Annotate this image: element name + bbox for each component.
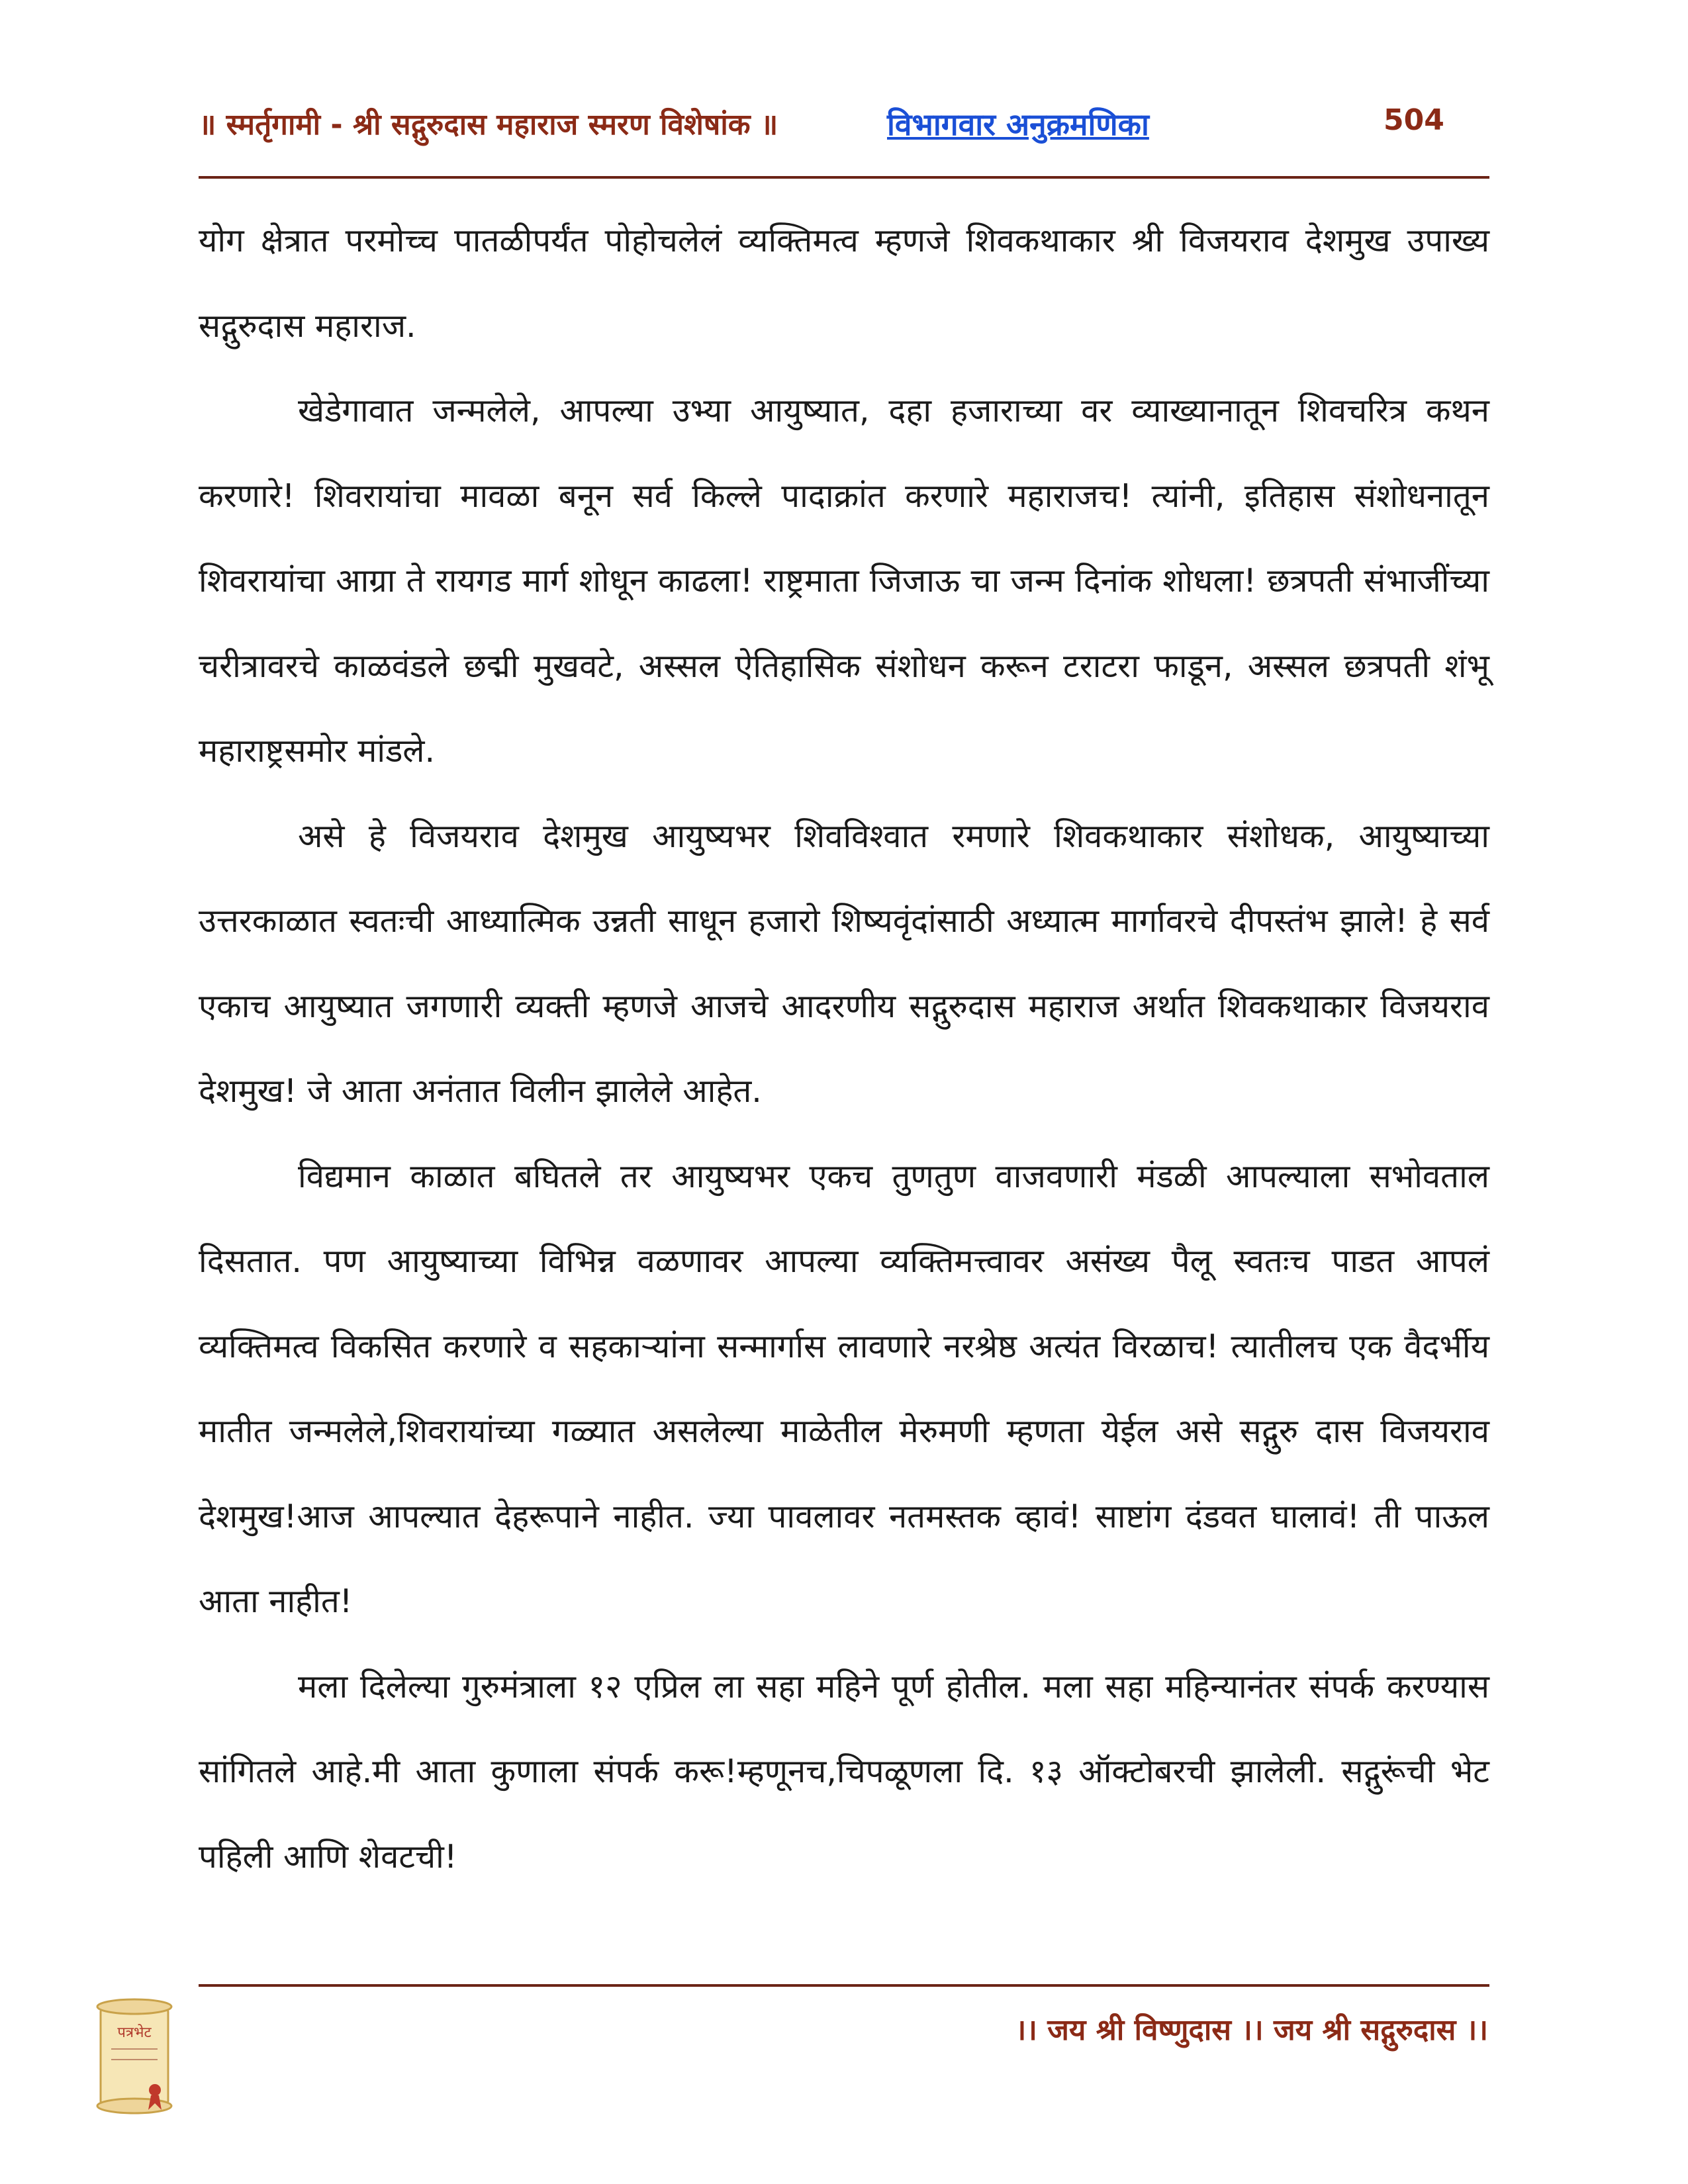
logo-text: पत्रभेट [117,2025,152,2041]
paragraph-5: मला दिलेल्या गुरुमंत्राला १२ एप्रिल ला सहा महिने पूर्ण होतील. मला सहा महिन्यानंतर संपर्क करण्यास सांगितले आहे.मी आता कुणाला संपर्क करू!म्हणूनच,चिपळूणला दि. १३ ऑक्टोबरची झालेली. सद्गुरूंची भेट पहिली आणि शेवटची! [199,1667,1489,1876]
index-link[interactable]: विभागवार अनुक्रमणिका [887,107,1149,142]
paragraph-1: योग क्षेत्रात परमोच्च पातळीपर्यंत पोहोचलेलं व्यक्तिमत्व म्हणजे शिवकथाकार श्री विजयराव देशमुख उपाख्य सद्गुरुदास महाराज. [199,222,1489,345]
header-divider [199,176,1489,179]
page-header [199,98,1489,151]
footer-salutation: ।। जय श्री विष्णुदास ।। जय श्री सद्गुरुदास ।। [1015,2013,1488,2047]
article-body [199,199,1489,1899]
scroll-icon [91,1997,177,2123]
paragraph-3: असे हे विजयराव देशमुख आयुष्यभर शिवविश्वात रमणारे शिवकथाकार संशोधक, आयुष्याच्या उत्तरकाळात स्वतःची आध्यात्मिक उन्नती साधून हजारो शिष्यवृंदांसाठी अध्यात्म मार्गावरचे दीपस्तंभ झाले! हे सर्व एकाच आयुष्यात जगणारी व्यक्ती म्हणजे आजचे आदरणीय सद्गुरुदास महाराज अर्थात शिवकथाकार विजयराव देशमुख! जे आता अनंतात विलीन झालेले आहेत. [199,817,1489,1110]
page-number: 504 [1383,103,1444,137]
magazine-title: ॥ स्मर्तृगामी - श्री सद्गुरुदास महाराज स्मरण विशेषांक ॥ [199,108,778,142]
footer-divider [199,1984,1489,1987]
paragraph-2: खेडेगावात जन्मलेले, आपल्या उभ्या आयुष्यात, दहा हजाराच्या वर व्याख्यानातून शिवचरित्र कथन करणारे! शिवरायांचा मावळा बनून सर्व किल्ले पादाक्रांत करणारे महाराजच! त्यांनी, इतिहास संशोधनातून शिवरायांचा आग्रा ते रायगड मार्ग शोधून काढला! राष्ट्रमाता जिजाऊ चा जन्म दिनांक शोधला! छत्रपती संभाजींच्या चरीत्रावरचे काळवंडले छद्मी मुखवटे, अस्सल ऐतिहासिक संशोधन करून टराटरा फाडून, अस्सल छत्रपती शंभू महाराष्ट्रसमोर मांडले. [199,392,1489,770]
paragraph-4: विद्यमान काळात बघितले तर आयुष्यभर एकच तुणतुण वाजवणारी मंडळी आपल्याला सभोवताल दिसतात. पण आयुष्याच्या विभिन्न वळणावर आपल्या व्यक्तिमत्त्वावर असंख्य पैलू स्वतःच पाडत आपलं व्यक्तिमत्व विकसित करणारे व सहकाऱ्यांना सन्मार्गास लावणारे नरश्रेष्ठ अत्यंत विरळाच! त्यातीलच एक वैदर्भीय मातीत जन्मलेले,शिवरायांच्या गळ्यात असलेल्या माळेतील मेरुमणी म्हणता येईल असे सद्गुरु दास विजयराव देशमुख!आज आपल्यात देहरूपाने नाहीत. ज्या पावलावर नतमस्तक व्हावं! साष्टांग दंडवत घालावं! ती पाऊल आता नाहीत! [199,1157,1489,1620]
